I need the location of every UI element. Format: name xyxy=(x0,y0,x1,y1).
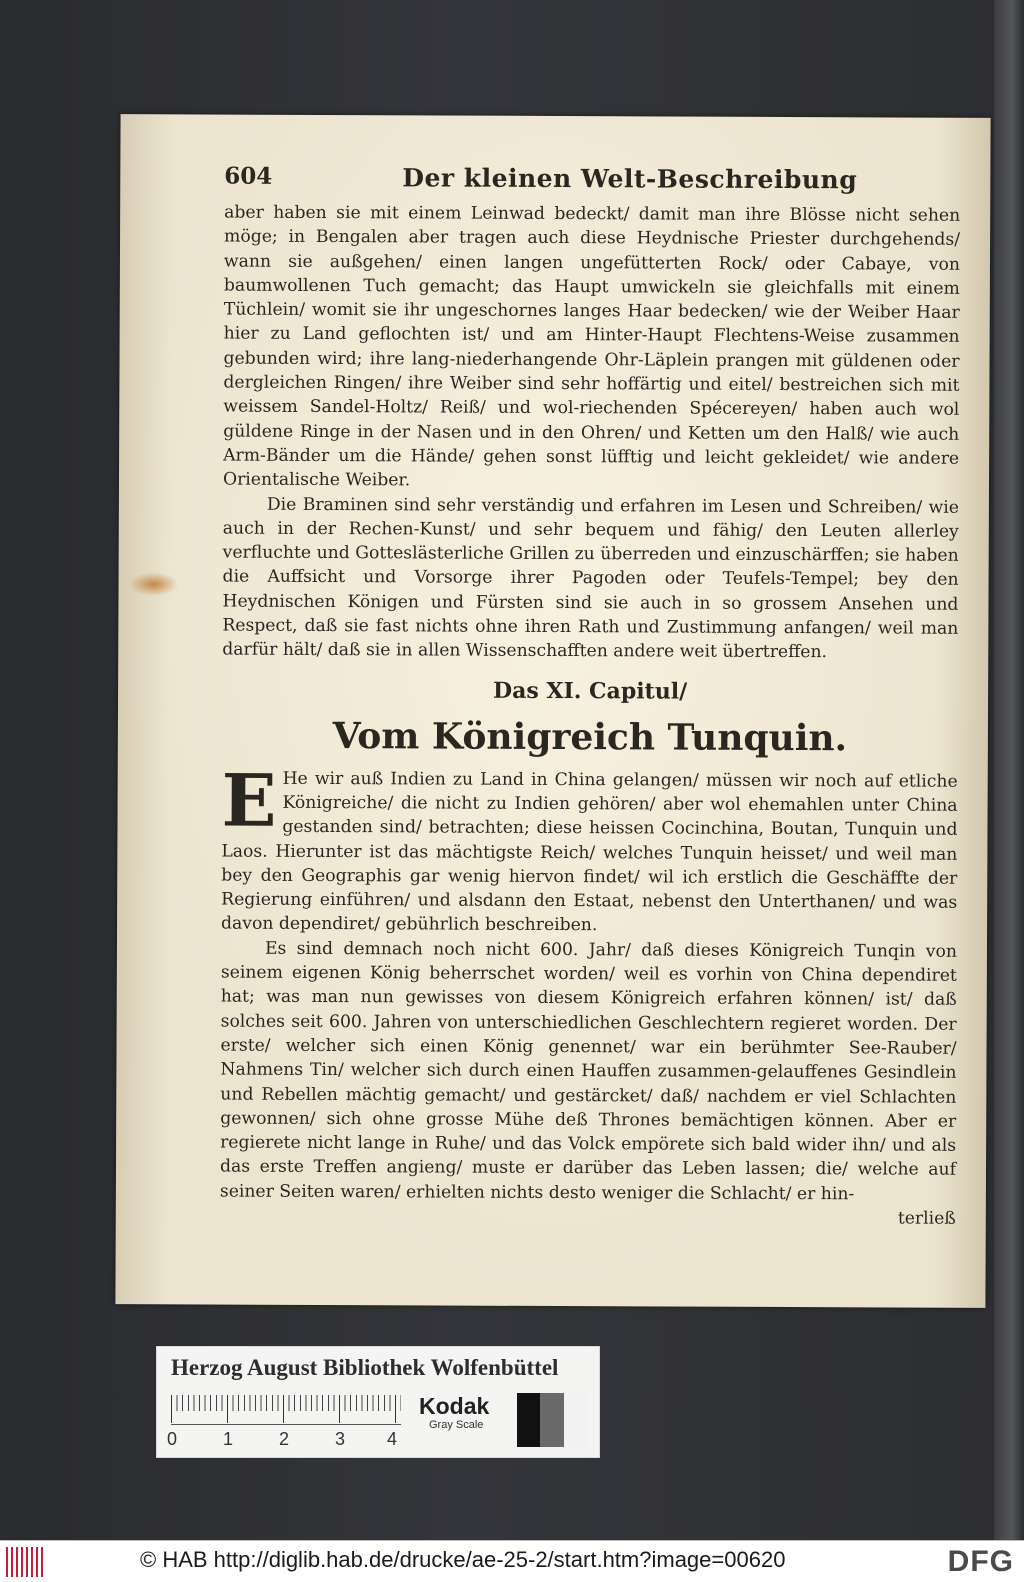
ruler-number: 4 xyxy=(387,1429,398,1449)
chapter-title: Vom Königreich Tunquin. xyxy=(332,714,848,759)
ruler-number: 1 xyxy=(223,1429,234,1449)
gray-patch xyxy=(540,1393,563,1447)
kodak-logo: Kodak xyxy=(419,1393,490,1419)
drop-cap: E xyxy=(221,757,277,843)
paragraph-1: aber haben sie mit einem Leinwad bedeckt/ damit man ihre Blösse nicht sehen möge; in Bengalen aber tragen auch diese Heydnische Priester durchgehends/ wann sie außgehen/ einen langen ungefütterten Rock/ oder Cabaye, von baumwollenen Tuch gemacht; das Haupt umwickeln sie gleichfalls mit einem Tüchlein/ womit sie ihr ungeschornes langes Haar bedecken/ wie der Weiber Haar hier zu Land geflochten ist/ und am Hinter-Haupt Flechtens-Weise zusammen gebunden wird; ihre lang-niederhangende Ohr-Läplein prangen mit güldenen oder dergleichen Ringen/ ihre Weiber sind sehr hoffärtig und eitel/ bestreichen sich mit weissem Sandel-Holtz/ Reiß/ und wol-riechenden Spécereyen/ haben auch wol güldene Ringe in der Nasen und in den Ohren/ und Ketten um den Halß/ wie auch Arm-Bänder um die Hände/ gehen sonst lüfftig und leicht gekleidet/ wie andere Orientalische Weiber. xyxy=(222,202,961,491)
paragraph-4: Es sind demnach noch nicht 600. Jahr/ daß dieses Königreich Tunqin von seinem eigenen König beherrschet worden/ weil es vorhin von China dependiret hat; was man nun gewisses von diesem Königreich erfahren können/ ist/ daß solches seit 600. Jahren von unterschiedlichen Geschlechtern regieret worden. Der erste/ welcher sich einen König genennet/ war ein berühmter See-Rauber/ Nahmens Tin/ welcher sich durch einen Hauffen zusammen-gelauffenes Gesindlein und Rebellen mächtig gemacht/ und gestärcket/ daß/ nachdem er viel Schlachten gewonnen/ sich ohne grosse Mühe deß Thrones bemächtigen können. Aber er regierete nicht lange in Ruhe/ und das Volck empörete sich bald wider ihn/ und als das erste Treffen angieng/ muste er darüber das Leben lassen; die/ welche auf seiner Seiten waren/ erhielten nichts desto weniger die Schlacht/ er hin- xyxy=(219,938,957,1205)
running-title: Der kleinen Welt-Beschreibung xyxy=(402,163,858,195)
board-edge xyxy=(994,0,1024,1540)
gray-patch xyxy=(564,1393,587,1447)
ruler-number: 2 xyxy=(279,1429,290,1449)
ruler-tick xyxy=(283,1395,284,1423)
dfg-logo: DFG xyxy=(947,1545,1014,1578)
paper-stain xyxy=(128,572,178,596)
page-number: 604 xyxy=(224,162,273,190)
paragraph-3-text: He wir auß Indien zu Land in China gelangen/ müssen wir noch auf etliche Königreiche/ die nicht zu Indien gehören/ aber wol ehemahlen unter China gestanden sind/ betrachten; diese heissen Cocinchina, Boutan, Tunquin und Laos. Hierunter ist das mächtigste Reich/ welches Tunquin heisset/ und weil man bey den Geographis gar wenig hiervon findet/ wil ich erstlich die Geschäffte der Regierung einführen/ und alsdann den Estaat, nebenst den Unterthanen/ und was davon dependiret/ gebührlich beschreiben. xyxy=(221,768,958,936)
color-calibration-card xyxy=(156,1346,600,1458)
running-head xyxy=(224,163,960,204)
paragraph-2: Die Braminen sind sehr verständig und erfahren im Lesen und Schreiben/ wie auch in der Rechen-Kunst/ und sehr bequem und fähig/ den Leuten allerley verfluchte und Gotteslästerliche Grillen zu überreden und einzuschärffen; sie haben die Auffsicht und Vorsorge ihrer Pagoden oder Teufels-Tempel; bey den Heydnischen Königen und Fürsten sind sie auch in so grossem Ansehen und Respect, daß sie fast nichts ohne ihren Rath und Zustimmung anfangen/ weil man darfür hält/ daß sie in allen Wissenschafften andere weit übertreffen. xyxy=(222,494,959,663)
gray-patch xyxy=(517,1393,540,1447)
ruler-tick xyxy=(339,1395,340,1423)
ruler-tick xyxy=(227,1395,228,1423)
page-content xyxy=(220,163,961,1231)
ruler-number: 3 xyxy=(335,1429,346,1449)
paragraph-3 xyxy=(221,757,958,939)
ruler-number: 0 xyxy=(167,1429,178,1449)
ruler-tick xyxy=(171,1395,172,1423)
gray-scale-patches xyxy=(517,1393,587,1447)
catchword: terließ xyxy=(897,1208,956,1229)
chapter-label: Das XI. Capitul/ xyxy=(492,677,688,705)
book-page xyxy=(115,114,990,1308)
hab-logo-icon xyxy=(6,1547,46,1577)
ruler-tick xyxy=(395,1395,396,1423)
card-title: Herzog August Bibliothek Wolfenbüttel xyxy=(171,1355,559,1380)
ruler-scale xyxy=(171,1395,401,1425)
source-link[interactable]: © HAB http://diglib.hab.de/drucke/ae-25-2/start.htm?image=00620 xyxy=(140,1547,786,1572)
footer-bar xyxy=(0,1540,1024,1582)
gray-scale-label: Gray Scale xyxy=(429,1419,484,1431)
